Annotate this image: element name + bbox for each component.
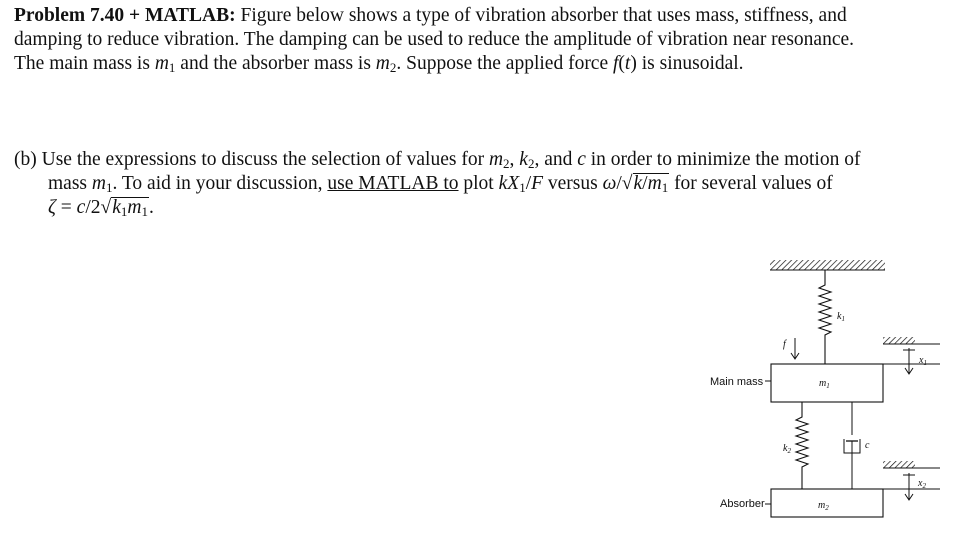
x2-label: $x_2$ <box>918 478 926 490</box>
x1-ground <box>883 337 915 344</box>
problem-statement <box>14 4 944 76</box>
problem-line-3: The main mass is $m_1$ and the absorber mass is $m_2$. Suppose the applied force f(t) is sinusoidal. <box>14 53 744 75</box>
vibration-absorber-diagram <box>700 255 940 525</box>
problem-line-2: damping to reduce vibration. The damping can be used to reduce the amplitude of vibration near resonance. <box>14 29 855 50</box>
x1-label: $x_1$ <box>919 355 927 367</box>
main-mass-label: Main mass <box>710 376 764 388</box>
spring-k1 <box>819 270 831 364</box>
ceiling-ground <box>770 260 885 270</box>
problem-heading: Problem 7.40 + MATLAB: <box>14 5 236 26</box>
m1-label: $m_1$ <box>819 378 830 390</box>
m2-label: $m_2$ <box>818 500 829 512</box>
k2-label: $k_2$ <box>783 443 791 455</box>
part-b <box>14 148 944 220</box>
matlab-link: use MATLAB to <box>327 173 459 194</box>
problem-line-1: Problem 7.40 + MATLAB: Figure below shows a type of vibration absorber that uses mass, stiffness, and <box>14 5 847 26</box>
k1-label: $k_1$ <box>837 311 845 323</box>
spring-k2 <box>796 402 808 489</box>
force-label: f <box>783 339 786 350</box>
part-b-line-1: (b) Use the expressions to discuss the selection of values for $m_2$, $k_2$, and c in order to minimize the motion of <box>14 149 861 171</box>
c-label: c <box>865 440 870 451</box>
absorber-mass-block <box>771 489 883 517</box>
x2-ground <box>883 461 915 468</box>
part-b-line-2: mass $m_1$. To aid in your discussion, use MATLAB to plot $kX_1/F$ versus $\omega/√k/m_1$ for several values of <box>48 173 833 195</box>
absorber-label: Absorber <box>720 498 765 510</box>
part-b-line-3: $\zeta = c/2√k_1m_1$. <box>48 197 154 219</box>
